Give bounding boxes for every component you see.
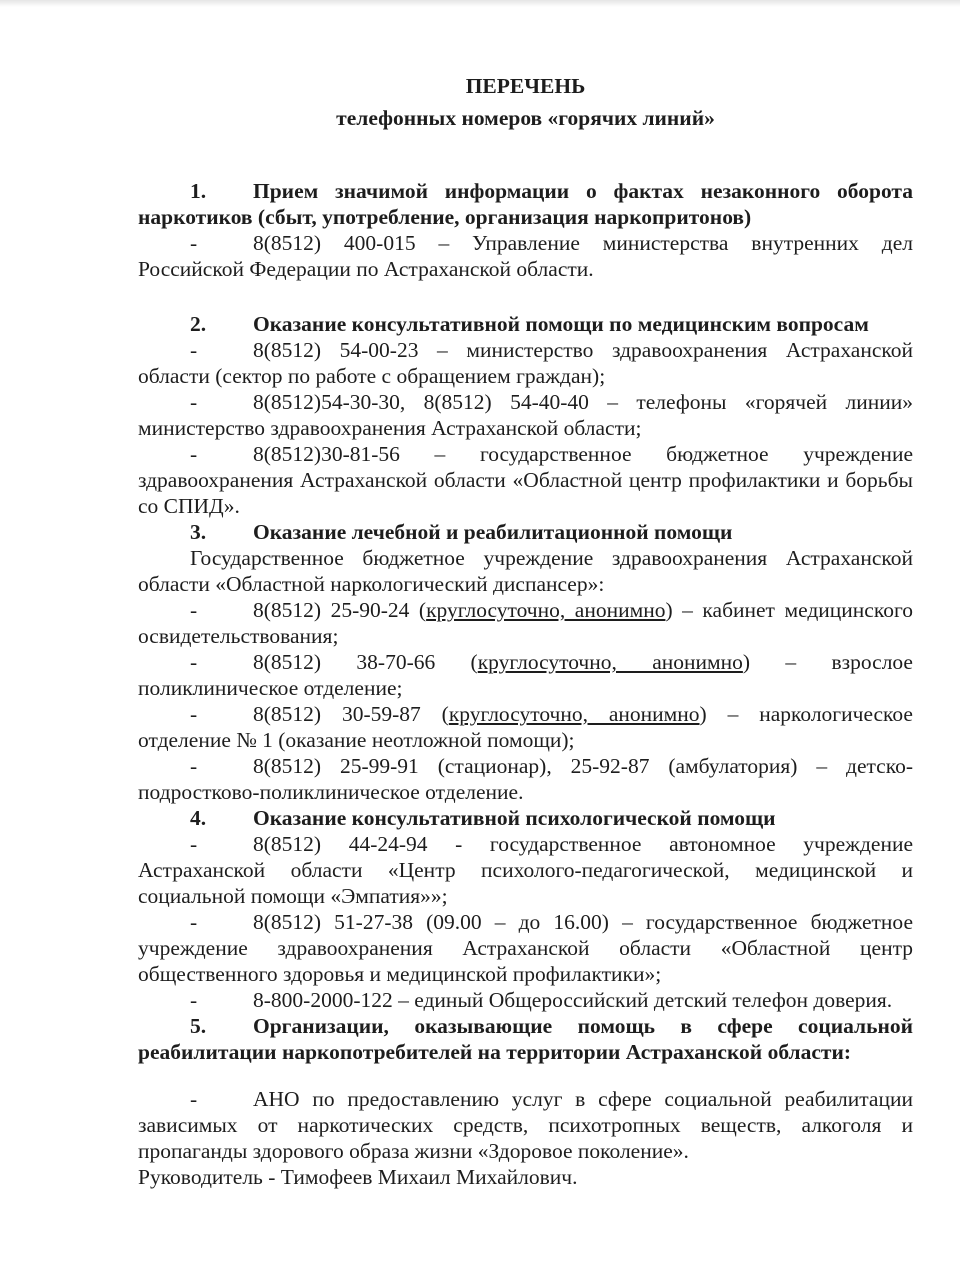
text-run: АНО по предоставлению услуг в сфере социальной реабилитации зависимых от наркотических средств, психотропных веществ, алкоголя и пропаганды здорового образа жизни «Здоровое поколение».	[138, 1087, 913, 1163]
section-3-item-exam-office	[138, 597, 913, 649]
section-3-item-exam-office-marker: -	[190, 598, 198, 622]
underlined-note: круглосуточно, анонимно	[426, 598, 666, 622]
section-5-heading-marker: 5.	[190, 1014, 207, 1038]
text-run: 8(8512) 30-59-87 (	[253, 702, 449, 726]
section-3-item-narco-dept-1-marker: -	[190, 702, 198, 726]
section-5-item-ano-marker: -	[190, 1087, 198, 1111]
text-run: Руководитель - Тимофеев Михаил Михайлович.	[138, 1165, 578, 1189]
section-4-heading-marker: 4.	[190, 806, 207, 830]
text-run: 8(8512) 25-99-91 (стационар), 25-92-87 (амбулатория) – детско-подростково-поликлиническое отделение.	[138, 754, 913, 804]
page-title: ПЕРЕЧЕНЬ	[465, 74, 586, 98]
section-4-item-empatia-marker: -	[190, 832, 198, 856]
section-1-item-mvd-marker: -	[190, 231, 198, 255]
page-subtitle: телефонных номеров «горячих линий»	[336, 106, 715, 130]
underlined-note: круглосуточно, анонимно	[477, 650, 743, 674]
text-run: ) – наркологическое отделение № 1 (оказание неотложной помощи);	[138, 702, 913, 752]
section-1-heading	[138, 178, 913, 230]
section-2-item-minzdrav-sector	[138, 337, 913, 389]
section-2-item-spid-center	[138, 441, 913, 519]
section-4-item-health-center	[138, 909, 913, 987]
section-5-item-ano	[138, 1086, 913, 1164]
section-1-heading-marker: 1.	[190, 179, 207, 203]
section-3-heading	[138, 519, 913, 545]
section-2-item-hotlines	[138, 389, 913, 441]
section-3-item-child-dept-marker: -	[190, 754, 198, 778]
document-body	[138, 178, 913, 1190]
section-4-item-child-helpline	[138, 987, 913, 1013]
text-run: Государственное бюджетное учреждение здравоохранения Астраханской области «Областной наркологический диспансер»:	[138, 546, 913, 596]
text-run: 8(8512) 44-24-94 - государственное автономное учреждение Астраханской области «Центр психолого-педагогической, медицинской и социальной помощи «Эмпатия»»;	[138, 832, 913, 908]
text-run: Оказание консультативной помощи по медицинским вопросам	[253, 312, 869, 336]
section-4-item-child-helpline-marker: -	[190, 988, 198, 1012]
section-3-intro	[138, 545, 913, 597]
text-run: ) – кабинет медицинского освидетельствования;	[138, 598, 913, 648]
text-run: 8(8512) 54-00-23 – министерство здравоохранения Астраханской области (сектор по работе с обращением граждан);	[138, 338, 913, 388]
text-run: 8(8512) 38-70-66 (	[253, 650, 478, 674]
text-run: Оказание консультативной психологической помощи	[253, 806, 776, 830]
section-2-item-minzdrav-sector-marker: -	[190, 338, 198, 362]
text-run: Прием значимой информации о фактах незаконного оборота наркотиков (сбыт, употребление, организация наркопритонов)	[138, 179, 913, 229]
section-2-item-hotlines-marker: -	[190, 390, 198, 414]
underlined-note: круглосуточно, анонимно	[448, 702, 700, 726]
text-run: Оказание лечебной и реабилитационной помощи	[253, 520, 733, 544]
section-5-leader-line	[138, 1164, 913, 1190]
section-1-item-mvd	[138, 230, 913, 282]
section-3-heading-marker: 3.	[190, 520, 207, 544]
text-run: Организации, оказывающие помощь в сфере социальной реабилитации наркопотребителей на территории Астраханской области:	[138, 1014, 913, 1064]
section-2-heading	[138, 311, 913, 337]
document-title-block	[138, 70, 913, 134]
text-run: ) – взрослое поликлиническое отделение;	[138, 650, 913, 700]
text-run: 8-800-2000-122 – единый Общероссийский детский телефон доверия.	[253, 988, 893, 1012]
text-run: 8(8512)54-30-30, 8(8512) 54-40-40 – телефоны «горячей линии» министерство здравоохранения Астраханской области;	[138, 390, 913, 440]
text-run: 8(8512) 51-27-38 (09.00 – до 16.00) – государственное бюджетное учреждение здравоохранения Астраханской области «Областной центр общественного здоровья и медицинской профилактики»;	[138, 910, 913, 986]
section-4-heading	[138, 805, 913, 831]
section-4-item-health-center-marker: -	[190, 910, 198, 934]
section-2-item-spid-center-marker: -	[190, 442, 198, 466]
section-3-item-narco-dept-1	[138, 701, 913, 753]
section-3-item-adult-clinic	[138, 649, 913, 701]
section-4-item-empatia	[138, 831, 913, 909]
section-3-item-child-dept	[138, 753, 913, 805]
section-5-heading	[138, 1013, 913, 1065]
section-3-item-adult-clinic-marker: -	[190, 650, 198, 674]
text-run: 8(8512) 400-015 – Управление министерства внутренних дел Российской Федерации по Астраханской области.	[138, 231, 913, 281]
text-run: 8(8512) 25-90-24 (	[253, 598, 427, 622]
section-2-heading-marker: 2.	[190, 312, 207, 336]
text-run: 8(8512)30-81-56 – государственное бюджетное учреждение здравоохранения Астраханской области «Областной центр профилактики и борьбы со СПИД».	[138, 442, 913, 518]
